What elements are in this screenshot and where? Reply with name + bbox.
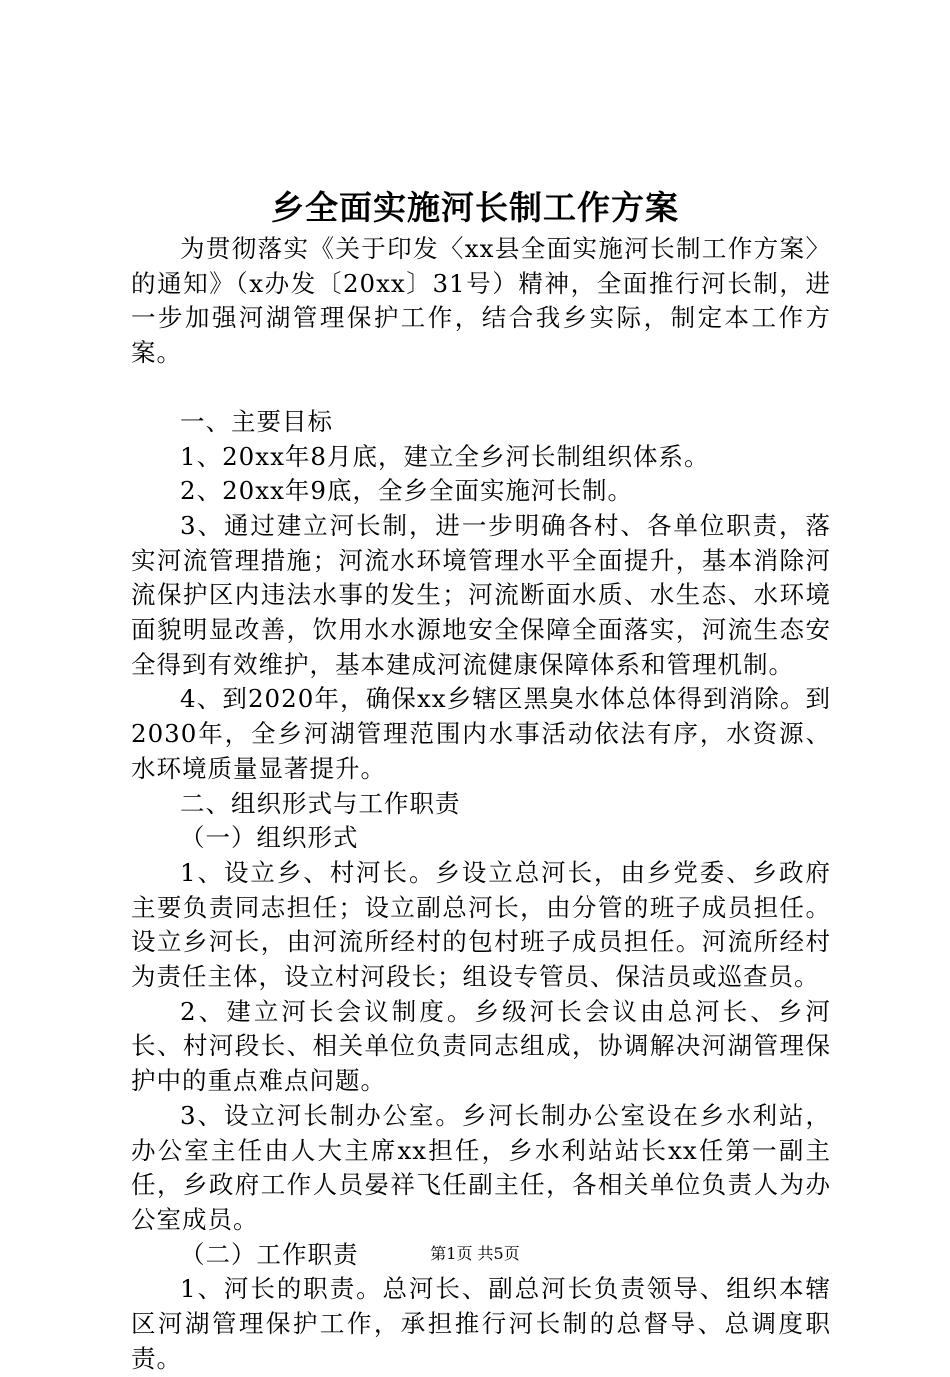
goal-item-2: 2、20xx年9底，全乡全面实施河长制。 bbox=[180, 476, 633, 506]
subsection-heading-duties: （二）工作职责 bbox=[180, 1239, 359, 1269]
page-footer: 第1页 共5页 bbox=[430, 1244, 520, 1263]
org-item-2: 2、建立河长会议制度。乡级河长会议由总河长、乡河长、村河段长、相关单位负责同志组成，协调解决河湖管理保护中的重点难点问题。 bbox=[131, 996, 831, 1096]
document-title: 乡全面实施河长制工作方案 bbox=[271, 188, 679, 227]
org-item-1: 1、设立乡、村河长。乡设立总河长，由乡党委、乡政府主要负责同志担任；设立副总河长，由分管的班子成员担任。设立乡河长，由河流所经村的包村班子成员担任。河流所经村为责任主体，设立村河段长；组设专管员、保洁员或巡查员。 bbox=[131, 857, 831, 992]
duty-item-1: 1、河长的职责。总河长、副总河长负责领导、组织本辖区河湖管理保护工作，承担推行河长制的总督导、总调度职责。 bbox=[131, 1274, 831, 1373]
goal-item-1: 1、20xx年8月底，建立全乡河长制组织体系。 bbox=[180, 441, 710, 471]
subsection-heading-form: （一）组织形式 bbox=[180, 823, 359, 853]
intro-paragraph: 为贯彻落实《关于印发〈xx县全面实施河长制工作方案〉的通知》（x办发〔20xx〕31号）精神，全面推行河长制，进一步加强河湖管理保护工作，结合我乡实际，制定本工作方案。 bbox=[131, 234, 831, 368]
org-item-3: 3、设立河长制办公室。乡河长制办公室设在乡水利站，办公室主任由人大主席xx担任，乡水利站站长xx任第一副主任，乡政府工作人员晏祥飞任副主任，各相关单位负责人为办公室成员。 bbox=[131, 1100, 831, 1234]
goal-item-3: 3、通过建立河长制，进一步明确各村、各单位职责，落实河流管理措施；河流水环境管理水平全面提升，基本消除河流保护区内违法水事的发生；河流断面水质、水生态、水环境面貌明显改善，饮用水水源地安全保障全面落实，河流生态安全得到有效维护，基本建成河流健康保障体系和管理机制。 bbox=[131, 510, 831, 679]
section-heading-organization: 二、组织形式与工作职责 bbox=[180, 788, 461, 818]
document-body bbox=[131, 232, 831, 1377]
goal-item-4: 4、到2020年，确保xx乡辖区黑臭水体总体得到消除。到2030年，全乡河湖管理范围内水事活动依法有序，水资源、水环境质量显著提升。 bbox=[131, 684, 831, 783]
section-heading-goals: 一、主要目标 bbox=[180, 406, 333, 436]
